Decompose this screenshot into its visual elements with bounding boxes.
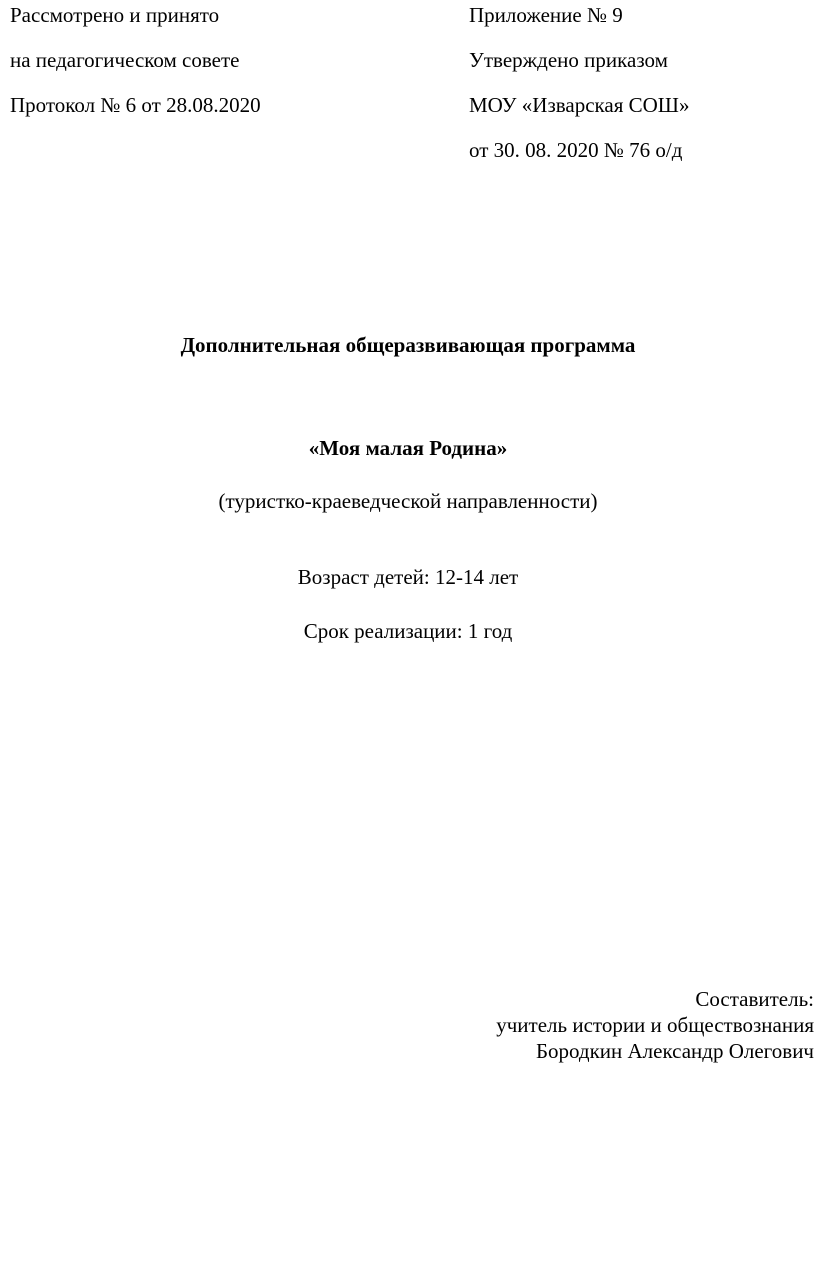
- program-type-title: Дополнительная общеразвивающая программа: [180, 333, 636, 357]
- appendix-number: Приложение № 9: [469, 3, 623, 27]
- approval-line-2: на педагогическом совете: [10, 48, 240, 72]
- author-name: Бородкин Александр Олегович: [535, 1039, 814, 1063]
- school-name: МОУ «Изварская СОШ»: [469, 93, 690, 117]
- protocol-line: Протокол № 6 от 28.08.2020: [10, 93, 261, 117]
- implementation-term: Срок реализации: 1 год: [303, 619, 513, 643]
- author-block: [496, 986, 814, 1064]
- author-position: учитель истории и обществознания: [496, 1013, 814, 1037]
- program-direction: (туристко-краеведческой направленности): [218, 489, 598, 513]
- author-label: Составитель:: [695, 987, 814, 1011]
- program-name: «Моя малая Родина»: [308, 436, 508, 460]
- order-date: от 30. 08. 2020 № 76 о/д: [469, 138, 683, 162]
- approval-line-1: Рассмотрено и принято: [10, 3, 220, 27]
- children-age: Возраст детей: 12-14 лет: [297, 565, 519, 589]
- approved-by-order: Утверждено приказом: [469, 48, 668, 72]
